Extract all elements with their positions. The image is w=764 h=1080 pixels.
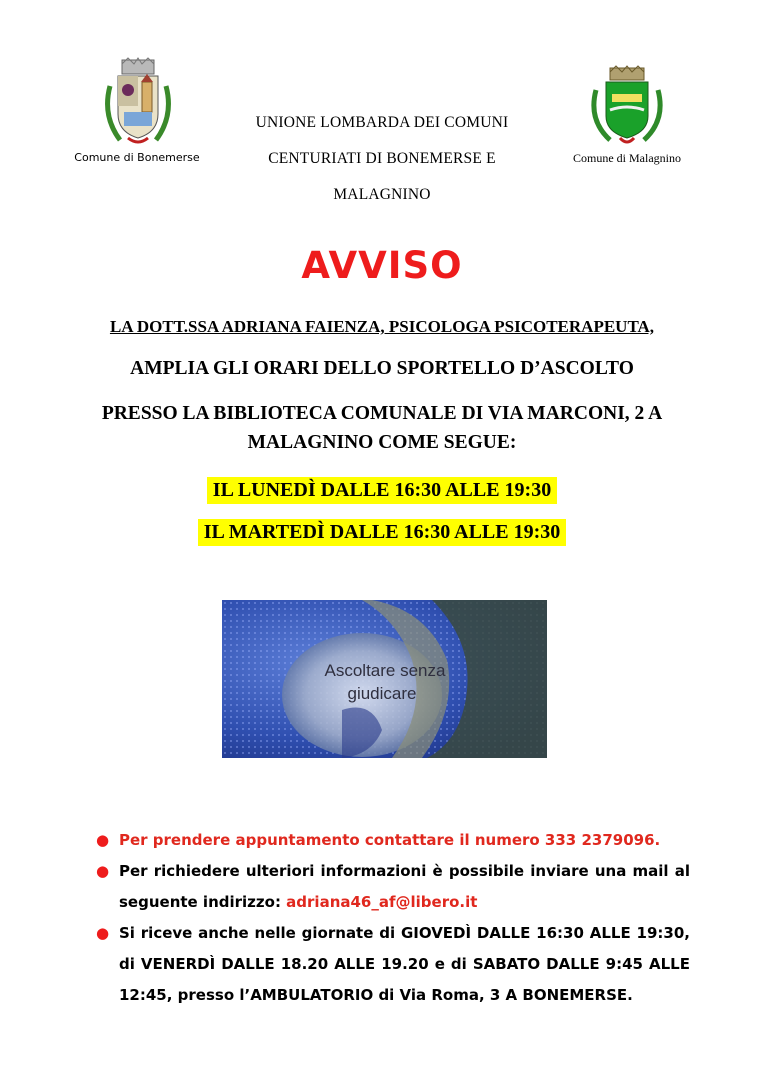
bullet-dot-icon: ● bbox=[96, 924, 110, 942]
schedule-monday-text: IL LUNEDÌ DALLE 16:30 ALLE 19:30 bbox=[207, 477, 557, 504]
bullet-dot-icon: ● bbox=[96, 862, 110, 880]
union-header-line1: UNIONE LOMBARDA DEI COMUNI bbox=[255, 114, 509, 131]
union-header-line2: CENTURIATI DI BONEMERSE E bbox=[268, 150, 496, 167]
bullet-other-days bbox=[96, 918, 690, 1011]
notice-line-expands: AMPLIA GLI ORARI DELLO SPORTELLO D’ASCOLTO bbox=[130, 358, 634, 379]
bonemerse-crest-icon bbox=[98, 56, 178, 148]
email-link[interactable]: adriana46_af@libero.it bbox=[286, 893, 478, 911]
info-bullet-list bbox=[96, 825, 690, 1011]
schedule-tuesday-text: IL MARTEDÌ DALLE 16:30 ALLE 19:30 bbox=[198, 519, 567, 546]
bullet-dot-icon: ● bbox=[96, 831, 110, 849]
schedule-tuesday bbox=[0, 521, 764, 544]
bullet-appointment bbox=[96, 825, 690, 856]
malagnino-crest-icon bbox=[586, 64, 668, 148]
listening-image bbox=[222, 600, 547, 758]
image-caption-line1: Ascoltare senza bbox=[324, 661, 446, 680]
bullet-email-text: Per richiedere ulteriori informazioni è possibile inviare una mail al seguente indirizzo: bbox=[119, 862, 690, 911]
notice-title: AVVISO bbox=[301, 244, 463, 287]
left-comune-label: Comune di Bonemerse bbox=[74, 151, 200, 164]
bullet-other-days-text: Si riceve anche nelle giornate di GIOVEDÌ DALLE 16:30 ALLE 19:30, di VENERDÌ DALLE 18.20 ALLE 19.20 e di SABATO DALLE 9:45 ALLE 12:45, presso l’AMBULATORIO di Via Roma, 3 A BONEMERSE. bbox=[119, 924, 690, 1004]
notice-line-doctor: LA DOTT.SSA ADRIANA FAIENZA, PSICOLOGA PSICOTERAPEUTA, bbox=[109, 317, 655, 336]
bullet-appointment-text: Per prendere appuntamento contattare il numero 333 2379096. bbox=[119, 831, 661, 849]
schedule-monday bbox=[0, 479, 764, 502]
right-comune-label: Comune di Malagnino bbox=[573, 151, 681, 165]
bullet-email-info bbox=[96, 856, 690, 918]
notice-line-library: PRESSO LA BIBLIOTECA COMUNALE DI VIA MARCONI, 2 A bbox=[101, 403, 663, 424]
notice-line-malagnino: MALAGNINO COME SEGUE: bbox=[247, 432, 517, 453]
image-caption-line2: giudicare bbox=[347, 684, 417, 703]
union-header-line3: MALAGNINO bbox=[333, 186, 431, 203]
